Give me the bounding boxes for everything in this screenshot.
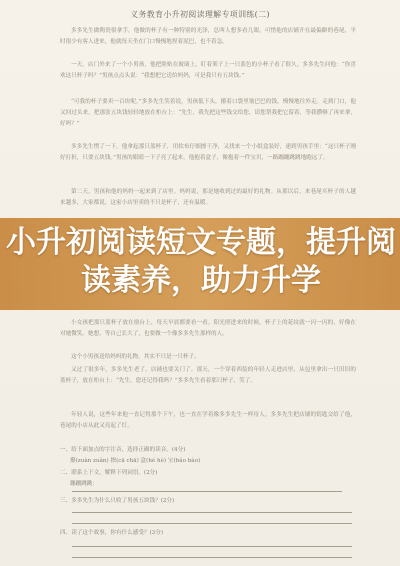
question-1: 一、给下面加点的字注音，选择正确的读音。(4分) — [60, 447, 186, 453]
question-4: 四、读了这个故事，你有什么感受？(3分) — [60, 530, 164, 536]
document-title: 义务教育小升初阅读理解专项训练(二) — [130, 10, 270, 19]
question-2-term: 蹦蹦跳跳： — [70, 481, 98, 487]
paragraph-5: 第二天，男孩和他的妈妈一起来到了店里。妈妈说，那是她收到过的最好的礼物。从那以后，来巷尾买杯子的人越来越多，大家都说，这家小店里卖的不只是杯子，还有温暖。 — [60, 189, 356, 207]
answer-line-3a[interactable] — [72, 512, 352, 513]
paragraph-2: 一天，店门外来了一个小男孩，他把脸贴在玻璃上，盯着架子上一只蓝色的小杯子看了很久。多多先生问他：“你喜欢这只杯子吗？”男孩点点头说：“我想把它送给妈妈，可是我只有五块钱。” — [60, 62, 356, 80]
question-3: 三、多多先生为什么只收了男孩五块钱？(2分) — [60, 498, 175, 504]
answer-line-4a[interactable] — [72, 546, 352, 547]
question-2: 二、联系上下文，解释下列词语。(2分) — [60, 470, 158, 476]
paragraph-6: 小女孩把那只蓝杯子放在窗台上，每天早晨都要看一看。阳光照进来的时候，杯子上的花纹就一闪一闪的，好像在对她微笑。她想，等自己长大了，也要做一个像多多先生那样的人。 — [60, 320, 356, 338]
paragraph-7: 这个小男孩送给妈妈的礼物，其实不只是一只杯子。 — [71, 354, 200, 360]
paragraph-3: “可我的杯子要卖一百块呢。”多多先生笑着说。男孩低下头，攥着口袋里皱巴巴的钱，慢慢地往外走。走到门口，他又回过头来，把那张五块钱轻轻地放在柜台上：“先生，我先把这些钱交给您，请您帮我把它留着，等我攒够了再来拿，好吗？” — [60, 99, 356, 128]
promo-banner-text: 小升初阅读短文专题，提升阅读素养，助力升学 — [6, 225, 396, 298]
paragraph-4: 多多先生愣了一下。他拿起那只蓝杯子，用软布仔细擦干净，又找来一个小纸盒装好，递到男孩手里：“这只杯子刚好打折，只要五块钱。”男孩的眼睛一下子亮了起来，他抱着盒子，像抱着一件宝贝，一路蹦蹦跳跳地跑远了。 — [60, 144, 356, 162]
answer-line-2[interactable] — [72, 491, 342, 492]
answer-line-4b[interactable] — [72, 557, 352, 558]
paragraph-9: 年轻人说，这些年来他一直记得那个下午，也一直在学着像多多先生一样待人。多多先生把店铺的钥匙交给了他，巷尾的小店从此又亮起了灯。 — [60, 412, 356, 430]
answer-line-3b[interactable] — [72, 523, 352, 524]
paragraph-1: 多多先生做陶瓷很拿手，他做的杯子有一种特别的光泽，总叫人想多看几眼。可惜他的店铺开在最偏僻的巷尾，平时很少有客人进来，他就每天坐在门口慢慢地捏着泥巴，也不着急。 — [60, 28, 356, 46]
question-1-options: 攥(zuàn zuǎn) 擦(cā chā) 盒(hé hè) 宝(bǎo bào) — [70, 458, 201, 464]
paragraph-8: 又过了很多年，多多先生老了，店铺也要关门了。那天，一个穿着西装的年轻人走进店里，从包里拿出一只旧旧的蓝杯子，放在柜台上：“先生，您还记得我吗？”多多先生看着那只杯子，笑了。 — [60, 367, 356, 385]
